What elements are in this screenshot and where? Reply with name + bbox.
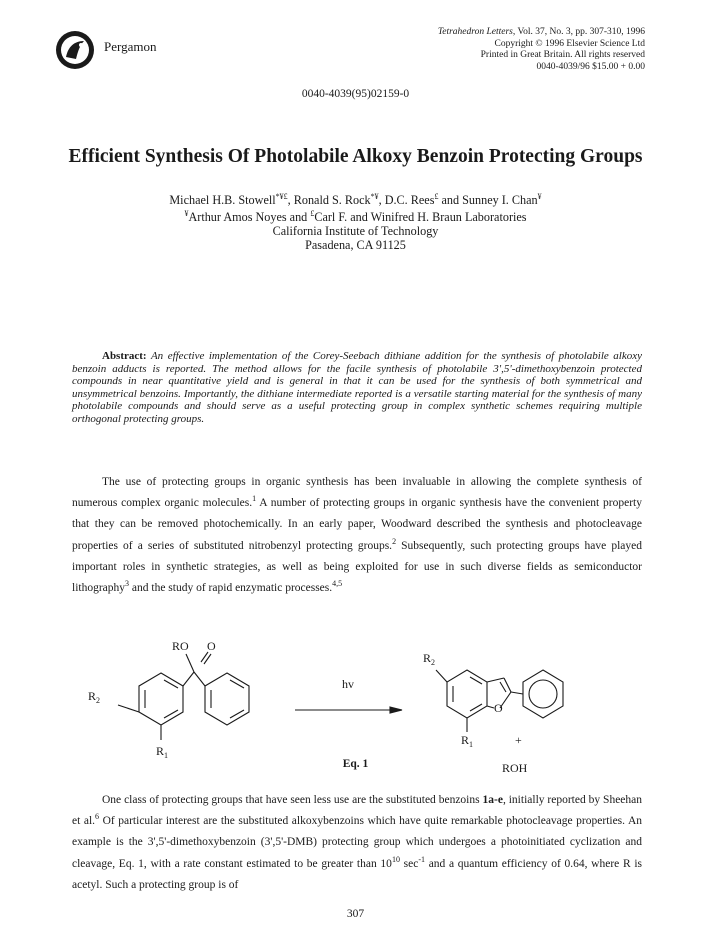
r2-label bbox=[88, 689, 100, 705]
text-run: The use of protecting groups in organic synthesis has been invaluable in allowing the complete synthesis of numerous complex organic molecules. bbox=[72, 476, 642, 510]
journal-name: Tetrahedron Letters bbox=[437, 27, 513, 37]
r2-subscript: 2 bbox=[96, 696, 101, 705]
r1-subscript: 1 bbox=[164, 751, 169, 760]
reaction-scheme bbox=[80, 630, 640, 775]
product-r1-letter: R bbox=[461, 733, 470, 747]
abstract-text: An effective implementation of the Corey-Seebach dithiane addition for the synthesis of photolabile alkoxy benzoin adducts is reported. The method allows for the facile synthesis of photolabile 3',5'-dimethoxybenzoin protected compounds in near quantitative yield and is general in that it can be used for the synthesis of both symmetrical and unsymmetrical benzoins. Importantly, the dithiane intermediate reported is a versatile starting material for the synthesis of many photolabile compounds and should serve as a useful protecting group in complex synthetic schemes requiring multiple orthogonal protecting groups. bbox=[72, 350, 642, 425]
author-mark: £ bbox=[434, 192, 439, 201]
paragraph-intro bbox=[72, 472, 642, 599]
affiliation-text: Arthur Amos Noyes and bbox=[188, 210, 311, 225]
author-mark: ¥ bbox=[537, 192, 542, 201]
paper-title: Efficient Synthesis Of Photolabile Alkoxy Benzoin Protecting Groups bbox=[68, 146, 643, 167]
affiliation-institute: California Institute of Technology bbox=[272, 224, 439, 239]
plus-sign: + bbox=[515, 733, 522, 747]
affiliation-text: Carl F. and Winifred H. Braun Laboratories bbox=[314, 210, 527, 225]
product-r1-subscript: 1 bbox=[469, 740, 474, 749]
r1-letter: R bbox=[156, 744, 165, 758]
article-code: 0040-4039(95)02159-0 bbox=[301, 88, 410, 100]
citation-ref: 1 bbox=[252, 494, 257, 504]
author-mark: *¥ bbox=[370, 192, 379, 201]
product-r1-label bbox=[461, 733, 473, 749]
product-r2-letter: R bbox=[423, 651, 432, 665]
exponent: -1 bbox=[418, 854, 425, 864]
author-block bbox=[0, 190, 711, 252]
text-run: Subsequently, such protecting groups have played important roles in synthetic strategies, as well as being exploited for use in such diverse fields as semiconductor lithography bbox=[72, 539, 642, 595]
copyright-line: Copyright © 1996 Elsevier Science Ltd bbox=[494, 38, 645, 49]
affiliation-city: Pasadena, CA 91125 bbox=[305, 238, 406, 253]
ro-label: RO bbox=[172, 639, 189, 653]
text-run: One class of protecting groups that have seen less use are the substituted benzoins bbox=[102, 794, 483, 806]
affiliation-mark: £ bbox=[310, 209, 315, 219]
compound-ref: 1a-e bbox=[482, 794, 503, 806]
page-number: 307 bbox=[346, 908, 365, 920]
carbonyl-o-label: O bbox=[207, 639, 216, 653]
printed-line: Printed in Great Britain. All rights reserved bbox=[480, 50, 645, 60]
paragraph-benzoins bbox=[72, 790, 642, 896]
reactant-structure bbox=[88, 639, 249, 760]
text-run: and the study of rapid enzymatic processes. bbox=[129, 582, 333, 595]
citation-ref: 6 bbox=[95, 812, 100, 822]
equation-label: Eq. 1 bbox=[342, 758, 369, 770]
product-structure bbox=[423, 651, 563, 775]
abstract-label: Abstract: bbox=[102, 350, 147, 362]
journal-citation: , Vol. 37, No. 3, pp. 307-310, 1996 bbox=[512, 27, 645, 37]
affiliation-labs bbox=[0, 207, 711, 224]
pergamon-logo bbox=[54, 29, 96, 71]
text-run: , initially reported by Sheehan et al. bbox=[72, 794, 643, 828]
author-list bbox=[0, 190, 711, 207]
citation-ref: 4,5 bbox=[332, 579, 343, 589]
citation-ref: 2 bbox=[392, 536, 397, 546]
ring-o-label: O bbox=[494, 701, 503, 715]
text-run: sec bbox=[399, 857, 419, 870]
product-r2-label bbox=[423, 651, 435, 667]
author-name: Michael H.B. Stowell bbox=[169, 193, 276, 208]
abstract bbox=[72, 350, 642, 426]
affiliation-mark: ¥ bbox=[184, 209, 189, 219]
r2-letter: R bbox=[88, 689, 97, 703]
reaction-arrow bbox=[295, 677, 402, 713]
ring-left bbox=[139, 673, 183, 725]
issn-line: 0040-4039/96 $15.00 + 0.00 bbox=[536, 61, 645, 72]
roh-label: ROH bbox=[502, 761, 528, 775]
hv-label: hv bbox=[342, 677, 354, 691]
author-mark: *¥£ bbox=[275, 192, 288, 201]
author-name: , Ronald S. Rock bbox=[287, 193, 371, 208]
text-run: Of particular interest are the substituted alkoxybenzoins which have quite remarkable photocleavage properties. An example is the 3',5'-dimethoxybenzoin (3',5'-DMB) protecting group which undergoes a photoinitiated cyclization and cleavage, Eq. 1, with a rate constant estimated to be greater than 10 bbox=[72, 815, 642, 870]
product-r2-subscript: 2 bbox=[431, 658, 436, 667]
exponent: 10 bbox=[391, 854, 400, 864]
publisher-name: Pergamon bbox=[104, 39, 157, 54]
text-run: and a quantum efficiency of 0.64, where R is acetyl. Such a protecting group is of bbox=[72, 857, 643, 891]
journal-info bbox=[438, 27, 645, 73]
ring-right bbox=[205, 673, 249, 725]
citation-ref: 3 bbox=[125, 579, 130, 589]
author-name: and Sunney I. Chan bbox=[438, 193, 538, 208]
text-run: A number of protecting groups in organic synthesis have the convenient property that they can be removed photochemically. In an early paper, Woodward described the synthesis and photocleavage properties of a series of substituted nitrobenzyl protecting groups. bbox=[72, 497, 642, 552]
author-name: , D.C. Rees bbox=[378, 193, 435, 208]
